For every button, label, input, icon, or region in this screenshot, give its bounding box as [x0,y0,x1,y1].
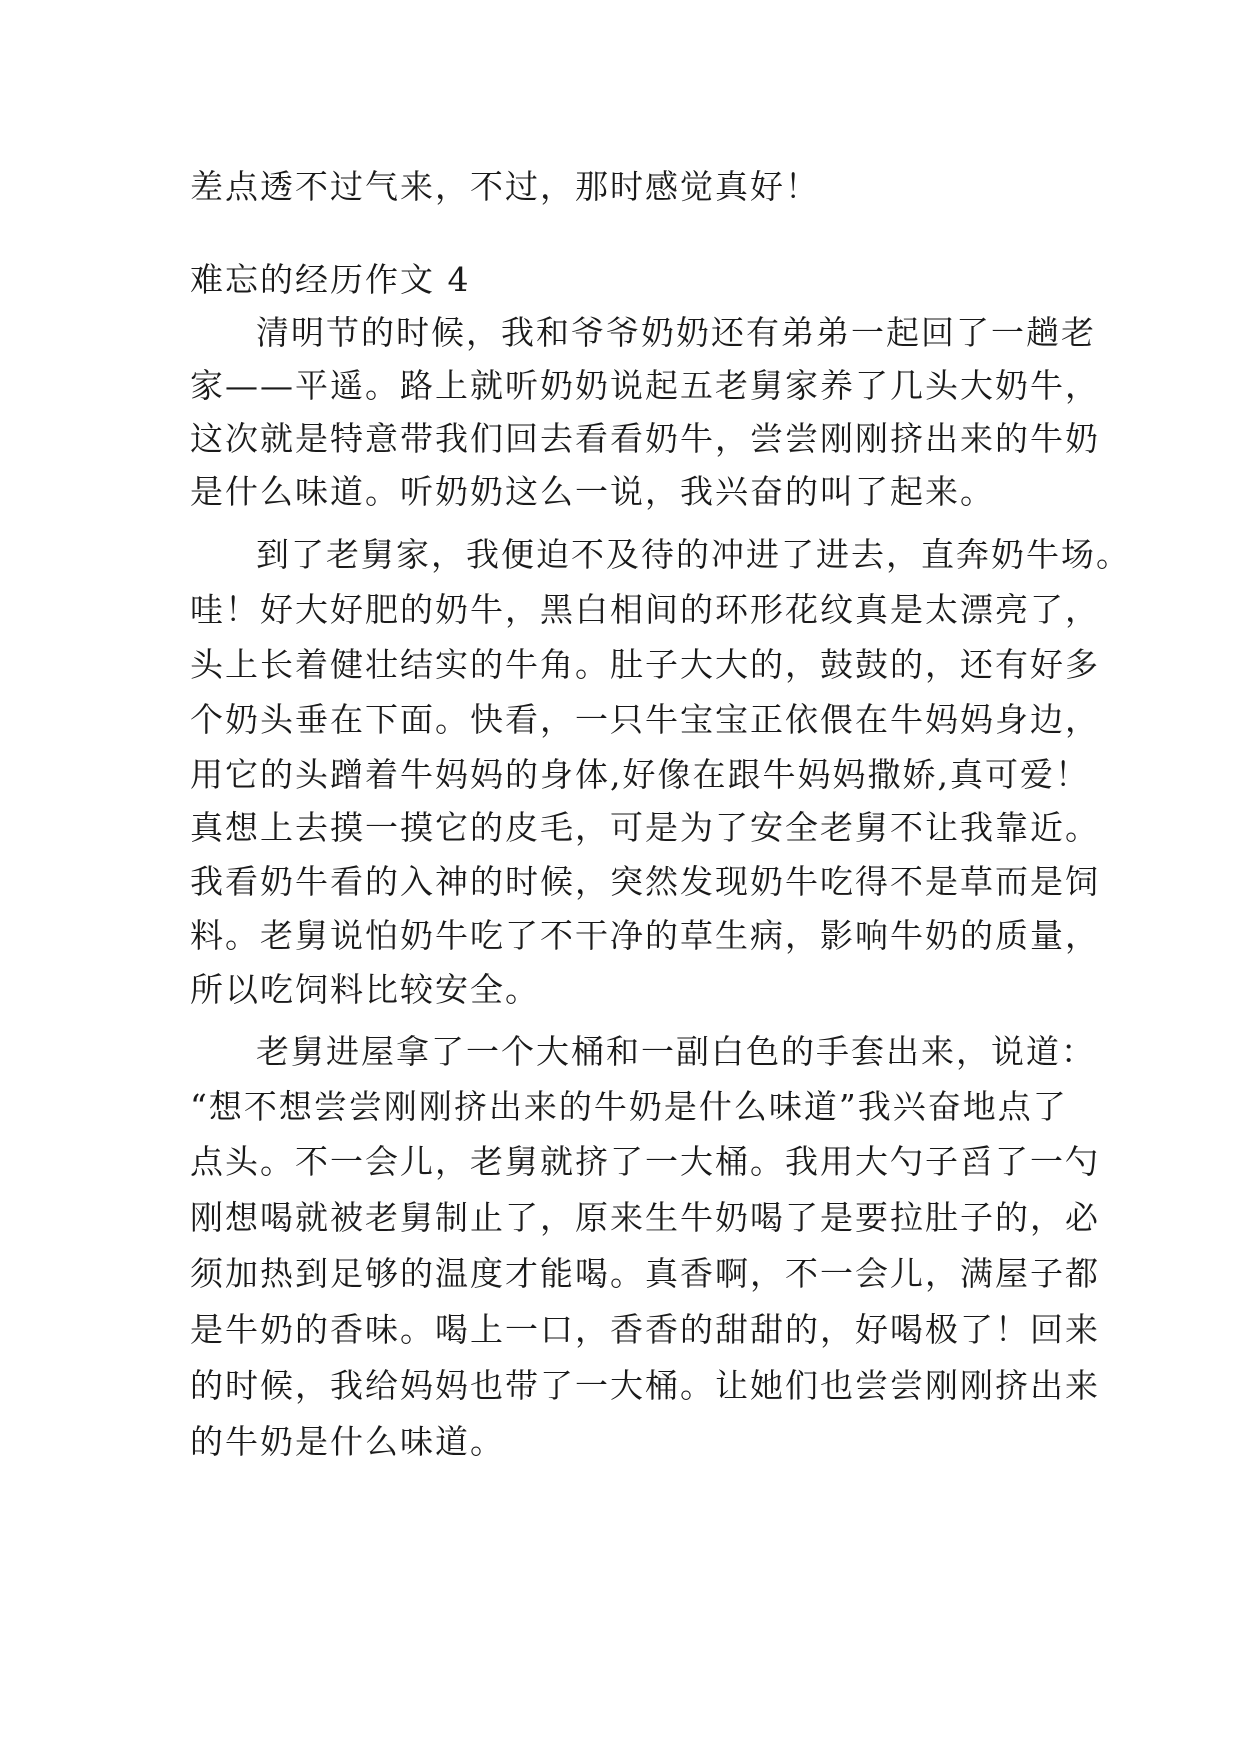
text-line: 头上长着健壮结实的牛角。肚子大大的，鼓鼓的，还有好多 [190,645,1100,684]
text-line: 是什么味道。听奶奶这么一说，我兴奋的叫了起来。 [190,472,995,511]
text-line: 清明节的时候，我和爷爷奶奶还有弟弟一起回了一趟老 [256,313,1096,352]
text-line: 点头。不一会儿，老舅就挤了一大桶。我用大勺子舀了一勺 [190,1142,1100,1181]
text-line: 到了老舅家，我便迫不及待的冲进了进去，直奔奶牛场。 [256,535,1131,574]
text-line: 个奶头垂在下面。快看，一只牛宝宝正依偎在牛妈妈身边， [190,700,1100,739]
text-line: 老舅进屋拿了一个大桶和一副白色的手套出来，说道： [256,1032,1096,1071]
text-line: 哇！好大好肥的奶牛，黑白相间的环形花纹真是太漂亮了， [190,590,1100,629]
text-line: 是牛奶的香味。喝上一口，香香的甜甜的，好喝极了！回来 [190,1310,1100,1349]
text-line: 用它的头蹭着牛妈妈的身体,好像在跟牛妈妈撒娇,真可爱！ [190,755,1090,794]
text-line: 料。老舅说怕奶牛吃了不干净的草生病，影响牛奶的质量， [190,916,1100,955]
text-line: 家——平遥。路上就听奶奶说起五老舅家养了几头大奶牛， [190,366,1100,405]
section-heading: 难忘的经历作文 4 [190,260,471,299]
text-line: 真想上去摸一摸它的皮毛，可是为了安全老舅不让我靠近。 [190,808,1100,847]
text-line: “想不想尝尝刚刚挤出来的牛奶是什么味道”我兴奋地点了 [190,1087,1068,1126]
text-line: 差点透不过气来，不过，那时感觉真好！ [190,167,820,206]
text-line: 这次就是特意带我们回去看看奶牛，尝尝刚刚挤出来的牛奶 [190,419,1100,458]
text-line: 的时候，我给妈妈也带了一大桶。让她们也尝尝刚刚挤出来 [190,1366,1100,1405]
text-line: 的牛奶是什么味道。 [190,1422,505,1461]
text-line: 须加热到足够的温度才能喝。真香啊，不一会儿，满屋子都 [190,1254,1100,1293]
text-line: 我看奶牛看的入神的时候，突然发现奶牛吃得不是草而是饲 [190,862,1100,901]
text-line: 刚想喝就被老舅制止了，原来生牛奶喝了是要拉肚子的，必 [190,1198,1100,1237]
text-line: 所以吃饲料比较安全。 [190,970,540,1009]
